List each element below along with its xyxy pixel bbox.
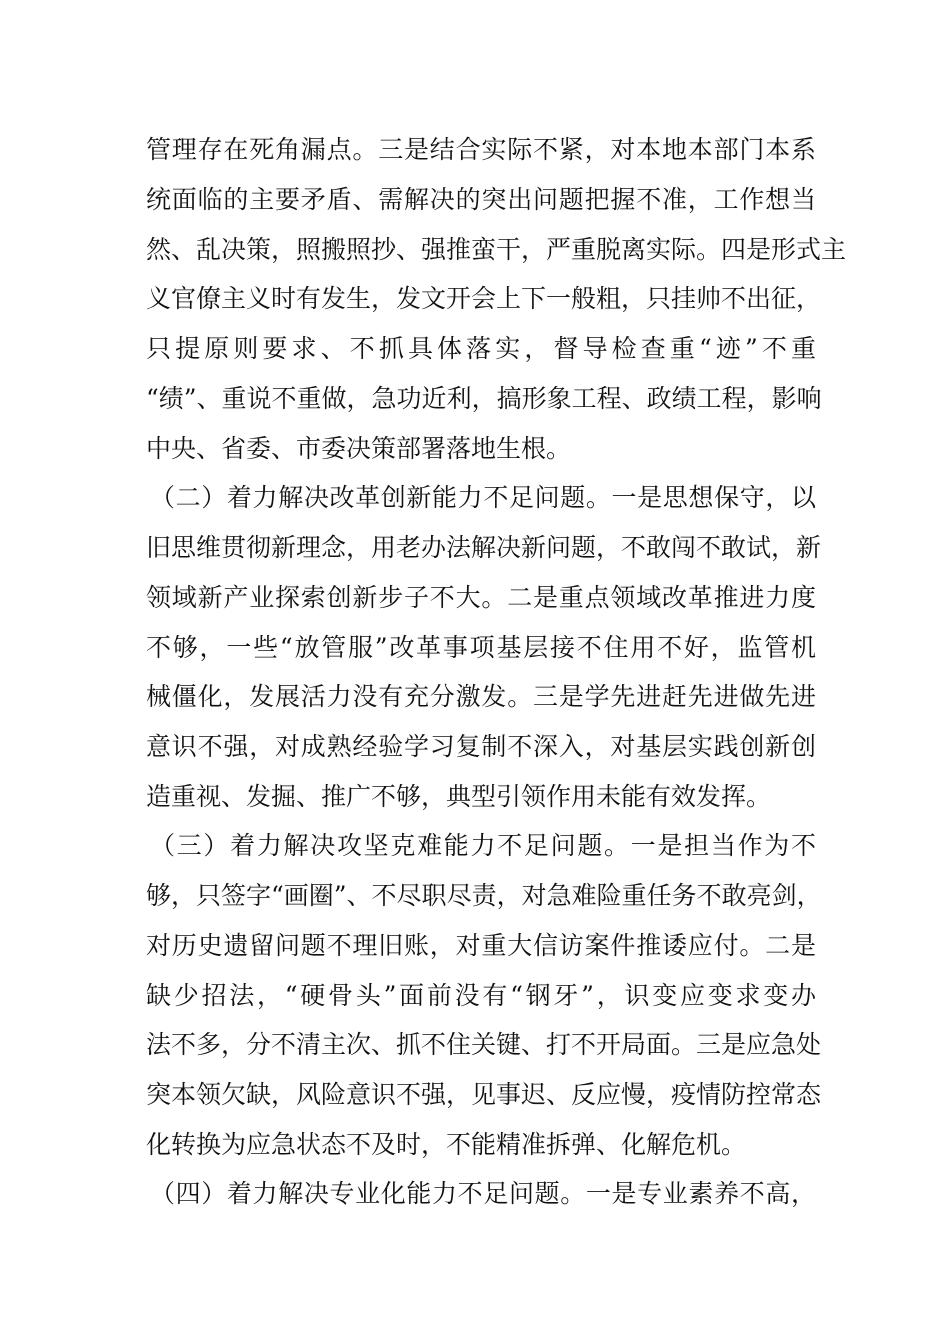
- text-line: 法不多，分不清主次、抓不住关键、打不开局面。三是应急处: [146, 1030, 822, 1059]
- text-line: 义官僚主义时有发生，发文开会上下一般粗，只挂帅不出征，: [146, 284, 822, 313]
- text-line: 只提原则要求、不抓具体落实，督导检查重“迹”不重: [146, 334, 816, 363]
- text-line: 造重视、发掘、推广不够，典型引领作用未能有效发挥。: [146, 782, 772, 811]
- text-line: 管理存在死角漏点。三是结合实际不紧，对本地本部门本系: [146, 135, 816, 164]
- text-line: 然、乱决策，照搬照抄、强推蛮干，严重脱离实际。四是形式主: [146, 235, 847, 264]
- text-line: 突本领欠缺，风险意识不强，见事迟、反应慢，疫情防控常态: [146, 1080, 822, 1109]
- text-line: 对历史遗留问题不理旧账，对重大信访案件推诿应付。二是: [146, 931, 816, 960]
- text-line: 够，只签字“画圈”、不尽职尽责，对急难险重任务不敢亮剑，: [146, 881, 822, 910]
- text-line: “绩”、重说不重做，急功近利，搞形象工程、政绩工程，影响: [146, 384, 822, 413]
- section-heading-line: （三）着力解决攻坚克难能力不足问题。一是担当作为不: [150, 831, 816, 860]
- section-heading-line: （四）着力解决专业化能力不足问题。一是专业素养不高，: [150, 1179, 816, 1208]
- text-line: 缺少招法，“硬骨头”面前没有“钢牙”，识变应变求变办: [146, 981, 816, 1010]
- text-line: 旧思维贯彻新理念，用老办法解决新问题，不敢闯不敢试，新: [146, 533, 822, 562]
- text-line: 统面临的主要矛盾、需解决的突出问题把握不准，工作想当: [146, 185, 816, 214]
- text-line: 化转换为应急状态不及时，不能精准拆弹、化解危机。: [146, 1130, 747, 1159]
- text-line: 意识不强，对成熟经验学习复制不深入，对基层实践创新创: [146, 732, 816, 761]
- text-line: 不够，一些“放管服”改革事项基层接不住用不好，监管机: [146, 633, 816, 662]
- text-line: 领域新产业探索创新步子不大。二是重点领域改革推进力度: [146, 583, 816, 612]
- text-line: 中央、省委、市委决策部署落地生根。: [146, 434, 572, 463]
- text-line: 械僵化，发展活力没有充分激发。三是学先进赶先进做先进: [146, 682, 816, 711]
- section-heading-line: （二）着力解决改革创新能力不足问题。一是思想保守，以: [150, 483, 816, 512]
